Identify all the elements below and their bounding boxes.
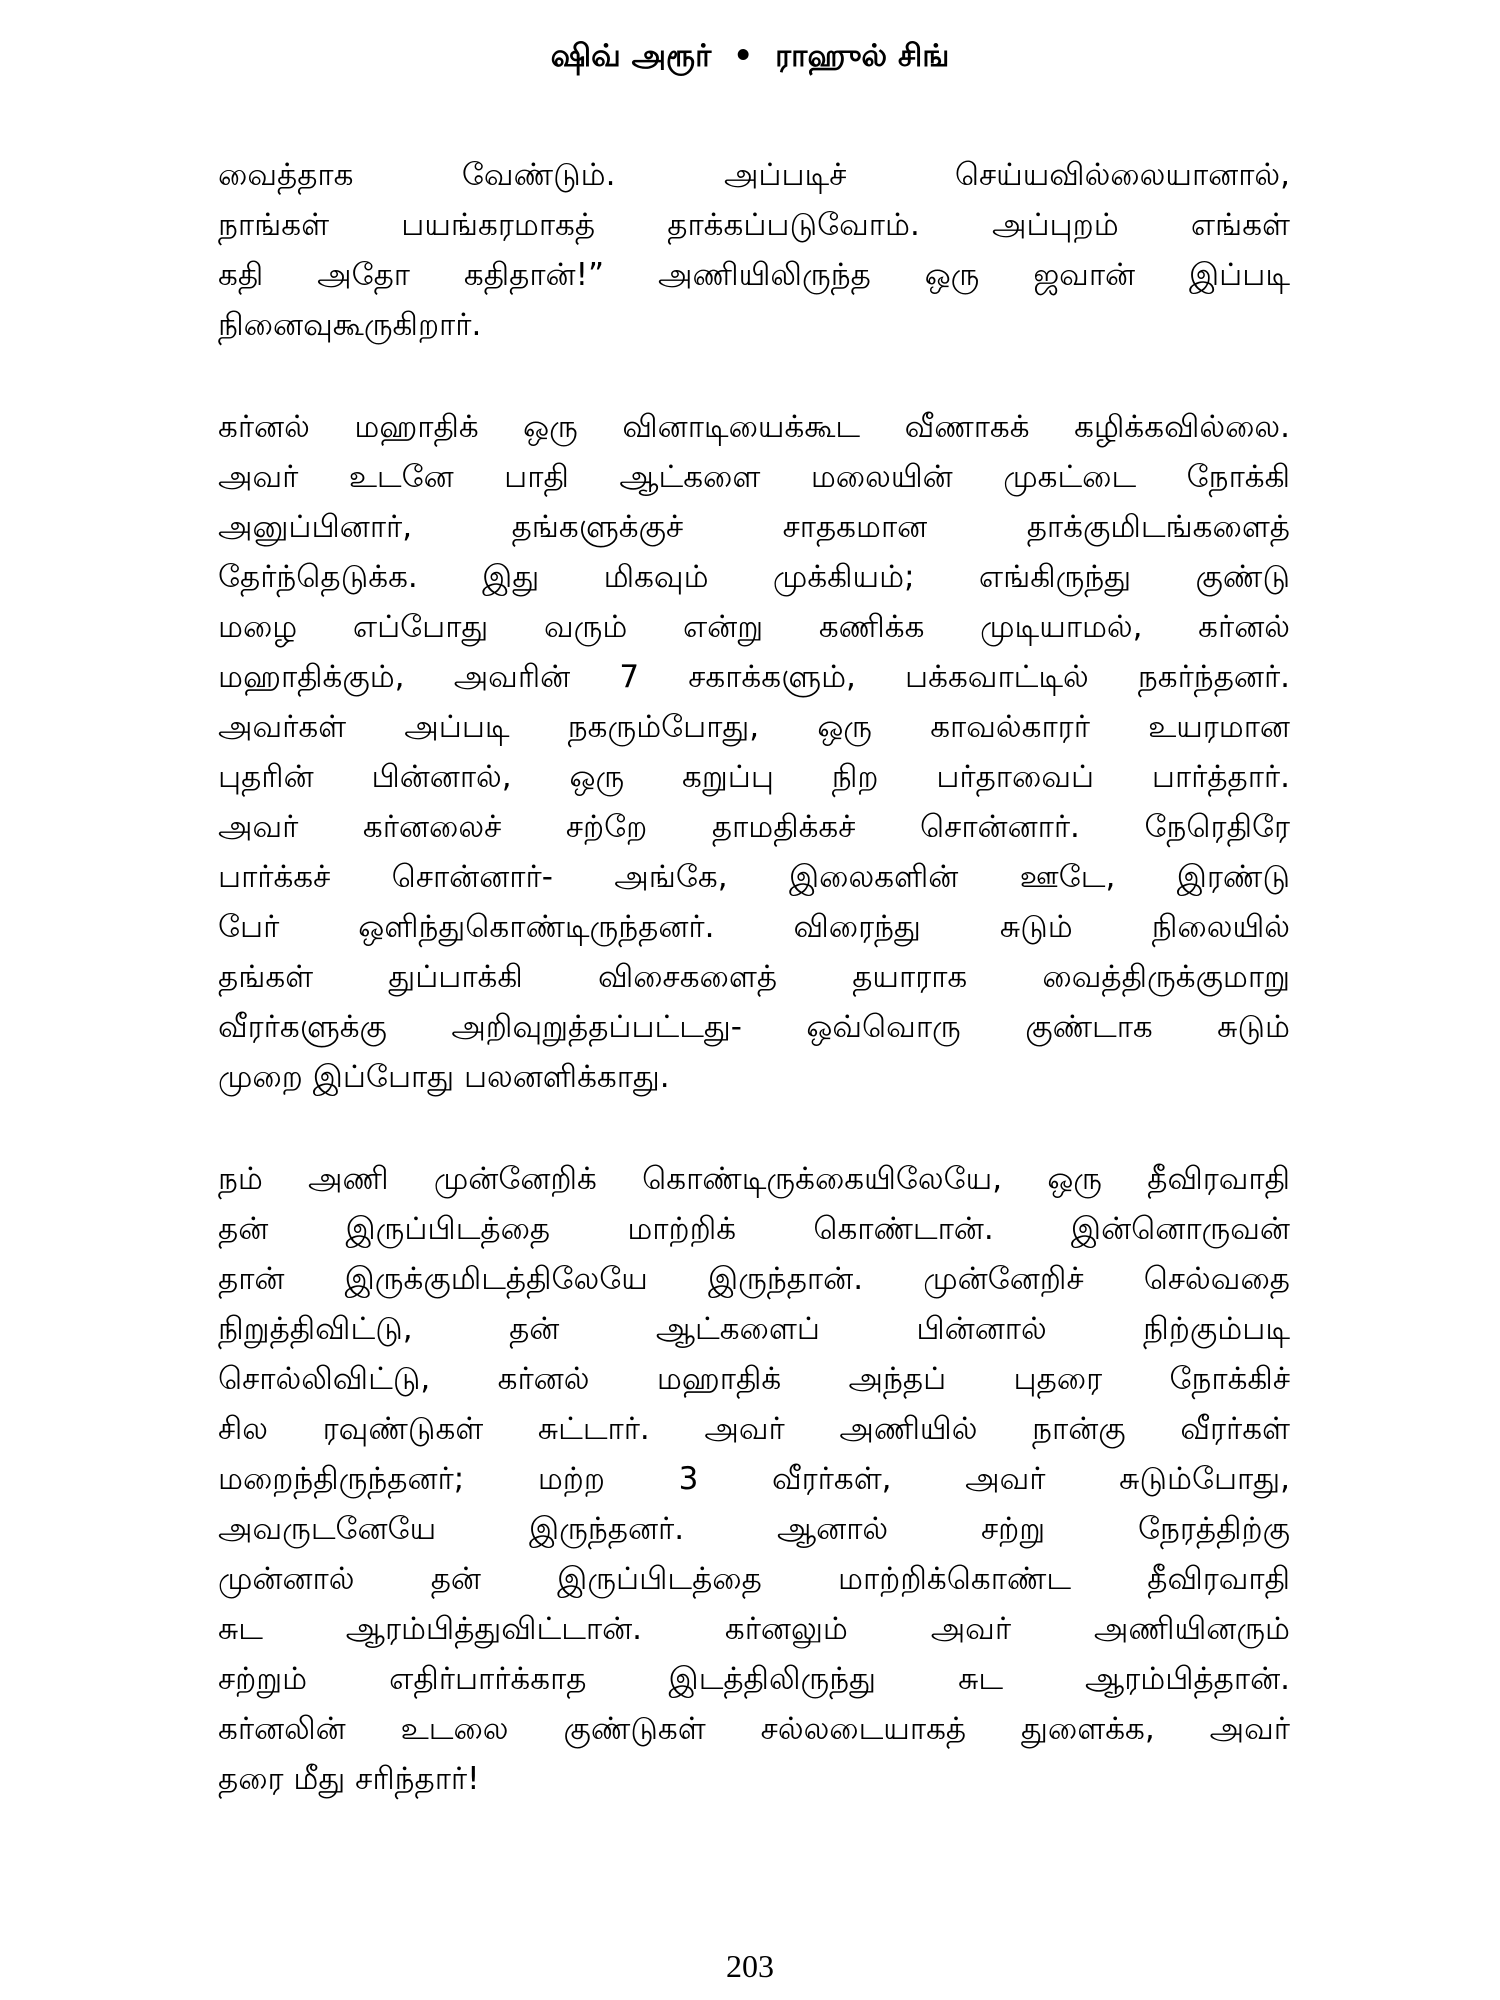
text-line: மழை எப்போது வரும் என்று கணிக்க முடியாமல், கர்னல் — [218, 609, 1290, 645]
header-author-left: ஷிவ் அரூர் — [550, 38, 712, 74]
text-line: அவர் கர்னலைச் சற்றே தாமதிக்கச் சொன்னார். நேரெதிரே — [218, 809, 1290, 845]
page-number: 203 — [726, 1948, 774, 1984]
text-line: பார்க்கச் சொன்னார்- அங்கே, இலைகளின் ஊடே, இரண்டு — [218, 859, 1290, 895]
body-text — [218, 150, 1290, 1804]
text-line: பேர் ஒளிந்துகொண்டிருந்தனர். விரைந்து சுடும் நிலையில் — [218, 909, 1290, 945]
text-line: அவர்கள் அப்படி நகரும்போது, ஒரு காவல்காரர் உயரமான — [218, 709, 1290, 745]
text-line: முறை இப்போது பலனளிக்காது. — [218, 1059, 670, 1095]
text-line: தேர்ந்தெடுக்க. இது மிகவும் முக்கியம்; எங்கிருந்து குண்டு — [218, 559, 1290, 595]
text-line: மறைந்திருந்தனர்; மற்ற 3 வீரர்கள், அவர் சுடும்போது, — [218, 1461, 1290, 1497]
text-line: நாங்கள் பயங்கரமாகத் தாக்கப்படுவோம். அப்புறம் எங்கள் — [218, 207, 1290, 243]
text-line: கர்னல் மஹாதிக் ஒரு வினாடியைக்கூட வீணாகக் கழிக்கவில்லை. — [218, 409, 1290, 445]
text-line: சொல்லிவிட்டு, கர்னல் மஹாதிக் அந்தப் புதரை நோக்கிச் — [218, 1361, 1290, 1397]
text-line: வைத்தாக வேண்டும். அப்படிச் செய்யவில்லையானால், — [218, 157, 1290, 193]
paragraph-1 — [218, 150, 1290, 350]
text-line: புதரின் பின்னால், ஒரு கறுப்பு நிற பர்தாவைப் பார்த்தார். — [218, 759, 1290, 795]
text-line: அவர் உடனே பாதி ஆட்களை மலையின் முகட்டை நோக்கி — [218, 459, 1290, 495]
text-line: சுட ஆரம்பித்துவிட்டான். கர்னலும் அவர் அணியினரும் — [218, 1611, 1290, 1647]
header-separator-bullet: • — [733, 38, 754, 74]
text-line: அனுப்பினார், தங்களுக்குச் சாதகமான தாக்குமிடங்களைத் — [218, 509, 1290, 545]
running-header — [0, 32, 1500, 80]
paragraph-spacer — [218, 1102, 1290, 1154]
paragraph-2 — [218, 402, 1290, 1102]
text-line: வீரர்களுக்கு அறிவுறுத்தப்பட்டது- ஒவ்வொரு குண்டாக சுடும் — [218, 1009, 1290, 1045]
text-line: தங்கள் துப்பாக்கி விசைகளைத் தயாராக வைத்திருக்குமாறு — [218, 959, 1290, 995]
header-author-right: ராஹுல் சிங் — [775, 38, 950, 74]
text-line: நினைவுகூருகிறார். — [218, 307, 482, 343]
text-line: சற்றும் எதிர்பார்க்காத இடத்திலிருந்து சுட ஆரம்பித்தான். — [218, 1661, 1290, 1697]
paragraph-spacer — [218, 350, 1290, 402]
paragraph-3 — [218, 1154, 1290, 1804]
text-line: தான் இருக்குமிடத்திலேயே இருந்தான். முன்னேறிச் செல்வதை — [218, 1261, 1290, 1297]
text-line: கர்னலின் உடலை குண்டுகள் சல்லடையாகத் துளைக்க, அவர் — [218, 1711, 1290, 1747]
text-line: கதி அதோ கதிதான்!” அணியிலிருந்த ஒரு ஜவான் இப்படி — [218, 257, 1290, 293]
text-line: நம் அணி முன்னேறிக் கொண்டிருக்கையிலேயே, ஒரு தீவிரவாதி — [218, 1161, 1290, 1197]
text-line: முன்னால் தன் இருப்பிடத்தை மாற்றிக்கொண்ட தீவிரவாதி — [218, 1561, 1290, 1597]
text-line: நிறுத்திவிட்டு, தன் ஆட்களைப் பின்னால் நிற்கும்படி — [218, 1311, 1290, 1347]
text-line: தரை மீது சரிந்தார்! — [218, 1761, 480, 1797]
text-line: சில ரவுண்டுகள் சுட்டார். அவர் அணியில் நான்கு வீரர்கள் — [218, 1411, 1290, 1447]
text-line: மஹாதிக்கும், அவரின் 7 சகாக்களும், பக்கவாட்டில் நகர்ந்தனர். — [218, 659, 1290, 695]
text-line: தன் இருப்பிடத்தை மாற்றிக் கொண்டான். இன்னொருவன் — [218, 1211, 1290, 1247]
text-line: அவருடனேயே இருந்தனர். ஆனால் சற்று நேரத்திற்கு — [218, 1511, 1290, 1547]
